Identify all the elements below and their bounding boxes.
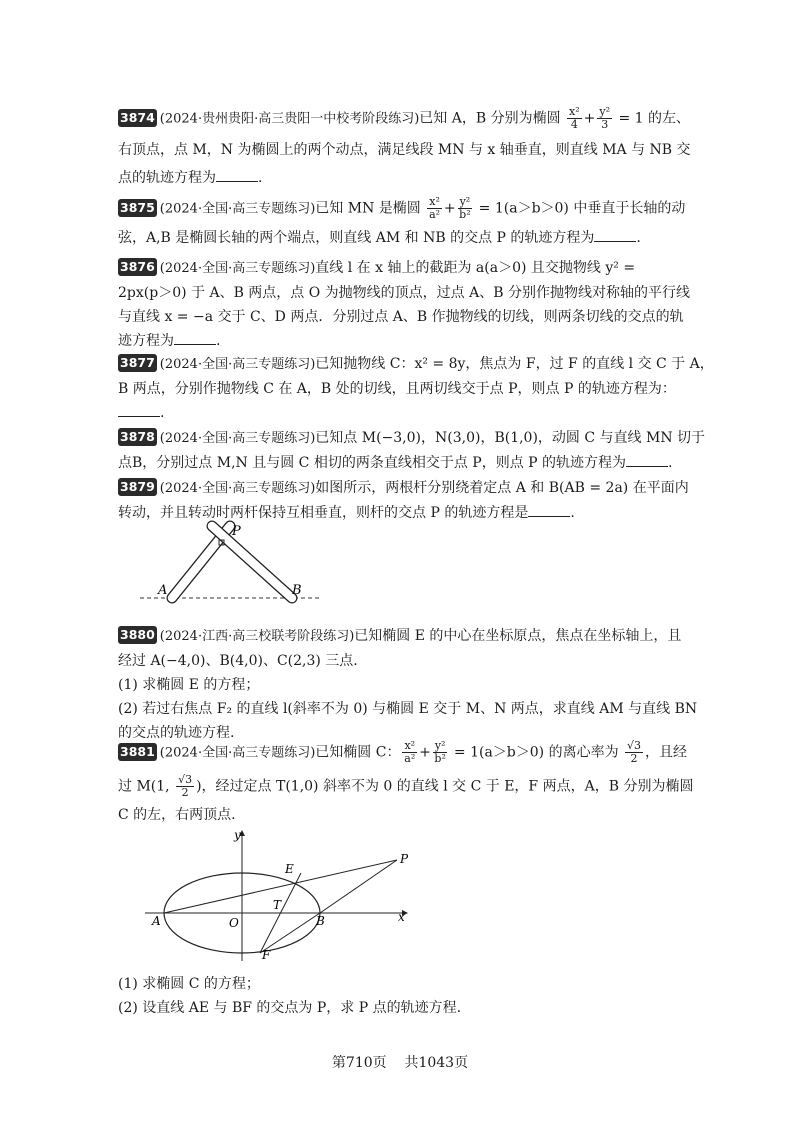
label-b: B [316,914,325,928]
rods-figure [140,520,340,610]
fraction: $\frac{\text{x²}}{\text{a²}}$ [404,739,416,765]
problem-source: (2024·江西·高三校联考阶段练习) [159,629,355,644]
answer-blank[interactable] [216,169,258,182]
problem-source: (2024·贵州贵阳·高三贵阳一中校考阶段练习) [159,111,420,127]
fraction: $\frac{\text{x²}}{4}$ [569,105,580,131]
problem-3876: 3876 (2024·全国·高三专题练习)直线 l 在 x 轴上的截距为 a(a＞0) 且交抛物线 y² = 2px(p＞0) 于 A、B 两点，点 O 为抛物线的顶点，过点 A、B 分别作抛物线对称轴的平行线 与直线 x = −a 交于 C、D 两点．分别过点 A、B 作抛物线的切线，则两条切线的交点的轨 迹方程为 . [118,259,690,349]
label-p: P [232,524,241,539]
problem-3881-questions: (1) 求椭圆 C 的方程； (2) 设直线 AE 与 BF 的交点为 P，求 P 点的轨迹方程. [118,976,462,1016]
problem-number: 3875 [120,199,155,215]
problem-source: (2024·全国·高三专题练习) [159,357,316,372]
fraction: $\frac{\text{x²}}{\text{a²}}$ [429,195,441,221]
fraction: $\frac{\text{y²}}{\text{b²}}$ [459,195,471,221]
problem-source: (2024·全国·高三专题练习) [159,431,316,446]
answer-blank[interactable] [528,504,570,517]
page-total: 共1043页 [404,1055,469,1071]
problem-3877: 3877 (2024·全国·高三专题练习)已知抛物线 C：x² = 8y，焦点为 F，过 F 的直线 l 交 C 于 A， B 两点，分别作抛物线 C 在 A，B 处的切线，且两切线交于点 P，则点 P 的轨迹方程为： . [118,355,714,421]
problem-number: 3877 [120,355,155,370]
fraction: $\frac{√3}{2}$ [178,772,193,799]
fraction: $\frac{√3}{2}$ [627,739,642,765]
problem-number: 3880 [120,627,155,642]
label-o: O [229,916,239,930]
label-a: A [152,914,161,928]
problem-3879: 3879 (2024·全国·高三专题练习)如图所示，两根杆分别绕着定点 A 和 B(AB = 2a) 在平面内 转动，并且转动时两杆保持互相垂直，则杆的交点 P 的轨迹方程是 . [118,479,689,521]
problem-number: 3879 [120,479,155,494]
line-bf [260,913,320,953]
page-number: 第710页 [331,1055,387,1071]
problem-source: (2024·全国·高三专题练习) [159,745,316,761]
problem-number: 3881 [120,743,155,759]
label-y: y [234,828,241,842]
answer-blank[interactable] [626,454,668,467]
label-x: x [398,910,405,924]
problem-3874: 3874 (2024·贵州贵阳·高三贵阳一中校考阶段练习)已知 A，B 分别为椭圆 $\frac{\text{x²}}{4}$ + $\frac{\text{y²}}{3}$ = 1 的左、 右顶点，点 M，N 为椭圆上的两个动点，满足线段 MN 与 x 轴垂直，则直线 MA 与 NB 交 点的轨迹方程为 . [118,105,691,186]
ellipse-figure [145,825,425,965]
problem-3880: 3880 (2024·江西·高三校联考阶段练习)已知椭圆 E 的中心在坐标原点，焦点在坐标轴上，且 经过 A(−4,0)、B(4,0)、C(2,3) 三点. (1) 求椭圆 E 的方程； (2) 若过右焦点 F₂ 的直线 l(斜率不为 0) 与椭圆 E 交于 M、N 两点，求直线 AM 与直线 BN 的交点的轨迹方程. [118,627,698,741]
answer-blank[interactable] [118,404,160,417]
label-f: F [262,948,271,962]
problem-number: 3878 [120,429,155,444]
label-t: T [273,898,282,912]
problem-3881: 3881 (2024·全国·高三专题练习)已知椭圆 C： $\frac{\text{x²}}{\text{a²}}$ + $\frac{\text{y²}}{\text{b²}}$ = 1(a＞b＞0) 的离心率为 $\frac{√3}{2}$ ，且经 过 M(1, $\frac{√3}{2}$ )，经过定点 T(1,0) 斜率不为 0 的直线 l 交 C 于 E，F 两点，A，B 分别为椭圆 C 的左，右两顶点. [118,739,694,823]
label-a: A [158,583,168,598]
label-p: P [400,852,409,866]
problem-number: 3874 [120,109,155,125]
fraction: $\frac{\text{y²}}{3}$ [599,105,611,131]
problem-number: 3876 [120,259,155,274]
answer-blank[interactable] [174,332,216,345]
problem-source: (2024·全国·高三专题练习) [159,261,316,276]
label-e: E [285,862,294,876]
problem-3875: 3875 (2024·全国·高三专题练习)已知 MN 是椭圆 $\frac{\text{x²}}{\text{a²}}$ + $\frac{\text{y²}}{\text{b²}}$ = 1(a＞b＞0) 中垂直于长轴的动 弦，A,B 是椭圆长轴的两个端点，则直线 AM 和 NB 的交点 P 的轨迹方程为 . [118,195,686,246]
problem-source: (2024·全国·高三专题练习) [159,201,316,217]
rod-b [212,526,292,598]
fraction: $\frac{\text{y²}}{\text{b²}}$ [434,739,446,765]
label-b: B [292,583,302,598]
problem-3878: 3878 (2024·全国·高三专题练习)已知点 M(−3,0)，N(3,0)，B(1,0)，动圆 C 与直线 MN 切于 点B，分别过点 M,N 且与圆 C 相切的两条直线相交于点 P，则点 P 的轨迹方程为 . [118,429,706,471]
page-footer [0,1052,800,1072]
line-bp [320,860,397,913]
problem-source: (2024·全国·高三专题练习) [159,481,316,496]
answer-blank[interactable] [594,229,636,242]
